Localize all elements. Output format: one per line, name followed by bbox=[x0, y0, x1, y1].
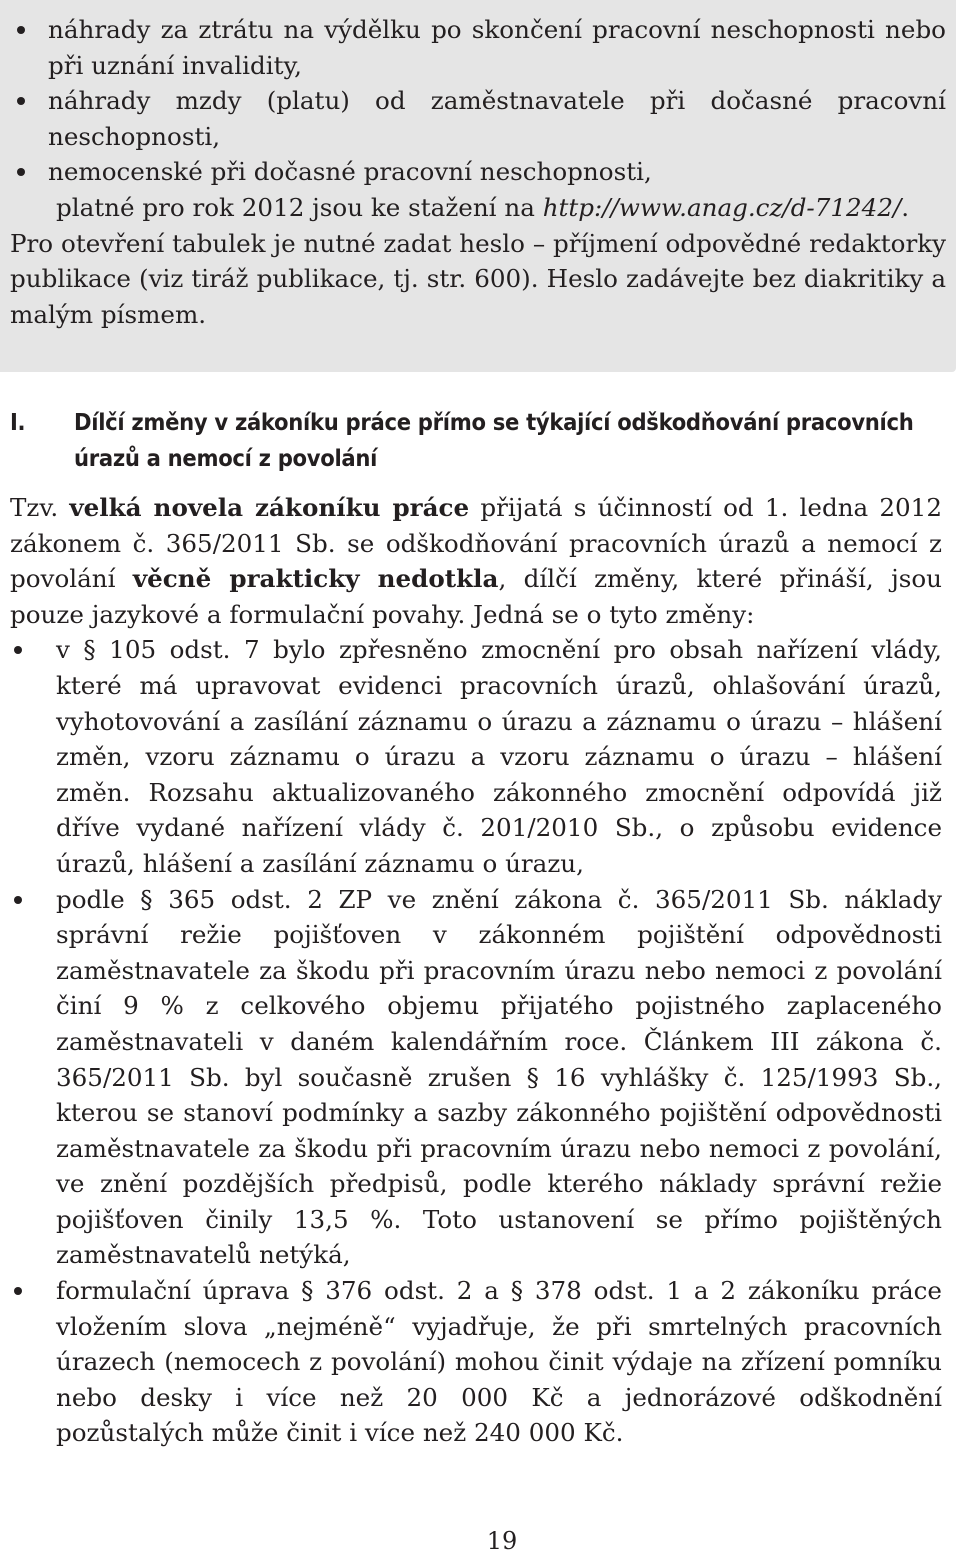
section-number: I. bbox=[10, 408, 26, 436]
box-password-note: Pro otevření tabulek je nutné zadat heslo – příjmení odpovědné redaktorky publikace (viz tiráž publikace, tj. str. 600). Heslo zadávejte bez diakritiky a malým písmem. bbox=[10, 228, 946, 329]
box-bullet-item: nemocenské při dočasné pracovní neschopnosti, bbox=[10, 154, 946, 190]
intro-text-2: přijatá s účinností od 1. ledna 2012 zákonem č. 365/2011 Sb. se odškodňování pracovních úrazů a nemocí z povolání bbox=[10, 493, 942, 594]
section-title-text: Dílčí změny v zákoníku práce přímo se týkající odškodňování pracovních úrazů a nemocí z povolání bbox=[74, 408, 914, 472]
box-bullet-item: náhrady mzdy (platu) od zaměstnavatele při dočasné pracovní neschopnosti, bbox=[10, 83, 946, 154]
box-download-text: platné pro rok 2012 jsou ke stažení na bbox=[56, 192, 543, 222]
intro-paragraph bbox=[10, 490, 942, 632]
change-item: v § 105 odst. 7 bylo zpřesněno zmocnění pro obsah nařízení vlády, které má upravovat evidenci pracovních úrazů, ohlašování úrazů, vyhotovování a zasílání záznamu o úrazu a záznamu o úrazu – hlášení změn, vzoru záznamu o úrazu a vzoru záznamu o úrazu – hlášení změn. Rozsahu aktualizovaného zákonného zmocnění odpovídá již dříve vydané nařízení vlády č. 201/2010 Sb., o způsobu evidence úrazů, hlášení a zasílání záznamu o úrazu, bbox=[10, 632, 942, 881]
page-number: 19 bbox=[486, 1527, 518, 1555]
download-link[interactable]: http://www.anag.cz/d-71242/ bbox=[542, 192, 902, 222]
intro-bold-1: velká novela zákoníku práce bbox=[69, 493, 470, 522]
intro-text-3: , dílčí změny, které přináší, jsou pouze jazykové a formulační povahy. Jedná se o tyto změny: bbox=[10, 564, 942, 629]
highlight-box-content bbox=[10, 12, 946, 332]
box-download-line bbox=[10, 190, 946, 226]
box-download-end: . bbox=[901, 192, 910, 222]
intro-bold-2: věcně prakticky nedotkla bbox=[132, 564, 499, 594]
box-bullet-list bbox=[10, 12, 946, 190]
box-bullet-item: náhrady za ztrátu na výdělku po skončení pracovní neschopnosti nebo při uznání invalidity, bbox=[10, 12, 946, 83]
main-text bbox=[10, 490, 942, 1451]
change-item: podle § 365 odst. 2 ZP ve znění zákona č. 365/2011 Sb. náklady správní režie pojišťoven v zákonném pojištění odpovědnosti zaměstnavatele za škodu při pracovním úrazu nebo nemoci z povolání činí 9 % z celkového objemu přijatého pojistného zaplaceného zaměstnavateli v daném kalendářním roce. Článkem III zákona č. 365/2011 Sb. byl současně zrušen § 16 vyhlášky č. 125/1993 Sb., kterou se stanoví podmínky a sazby zákonného pojištění odpovědnosti zaměstnavatele za škodu při pracovním úrazu nebo nemoci z povolání, ve znění pozdějších předpisů, podle kterého náklady správní režie pojišťoven činily 13,5 %. Toto ustanovení se přímo pojištěných zaměstnavatelů netýká, bbox=[10, 882, 942, 1274]
changes-list bbox=[10, 632, 942, 1451]
change-item: formulační úprava § 376 odst. 2 a § 378 odst. 1 a 2 zákoníku práce vložením slova „nejméně“ vyjadřuje, že při smrtelných pracovních úrazech (nemocech z povolání) mohou činit výdaje na zřízení pomníku nebo desky i více než 20 000 Kč a jednorázové odškodnění pozůstalých může činit i více než 240 000 Kč. bbox=[10, 1273, 942, 1451]
section-heading bbox=[10, 404, 946, 476]
highlight-box bbox=[0, 0, 956, 372]
intro-text-1: Tzv. bbox=[10, 493, 70, 522]
